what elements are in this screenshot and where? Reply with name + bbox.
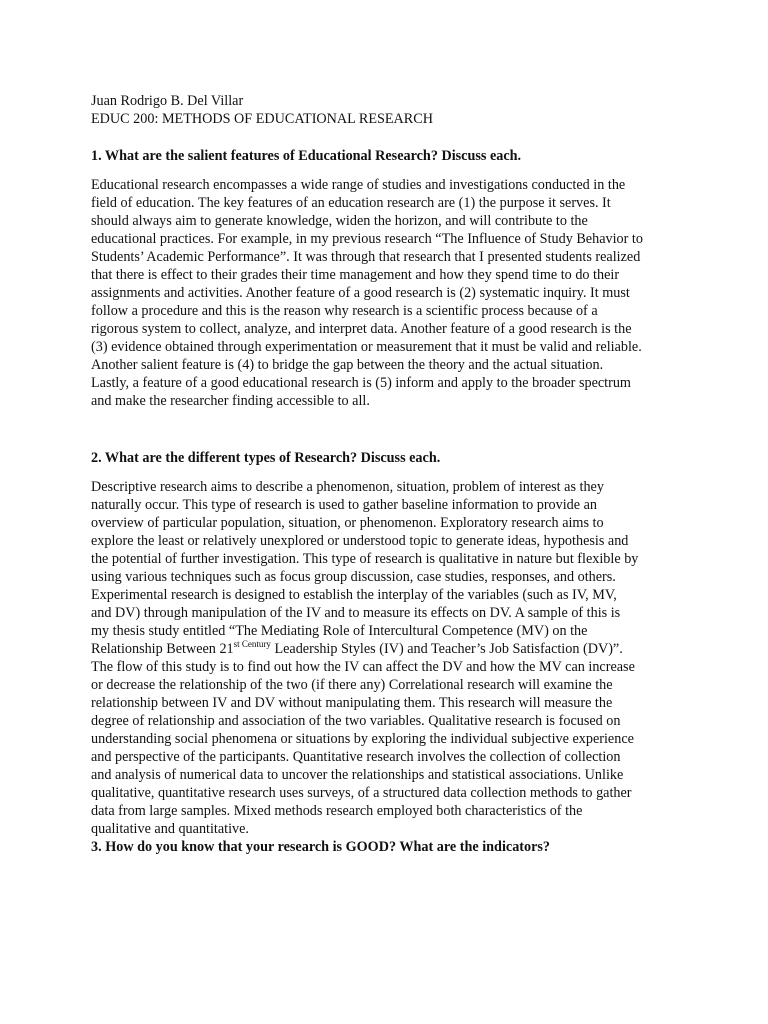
- paragraph-line: and DV) through manipulation of the IV and to measure its effects on DV. A sample of this is: [91, 605, 621, 621]
- paragraph-line: and perspective of the participants. Quantitative research involves the collection of collection: [91, 749, 621, 765]
- paragraph-line: qualitative and quantitative.: [91, 821, 249, 837]
- paragraph-line: Descriptive research aims to describe a phenomenon, situation, problem of interest as they: [91, 479, 604, 495]
- paragraph-line: assignments and activities. Another feature of a good research is (2) systematic inquiry. It must: [91, 285, 630, 301]
- document-page: [91, 90, 679, 856]
- paragraph-line: explore the least or relatively unexplored or understood topic to generate ideas, hypothesis and: [91, 533, 629, 549]
- paragraph-line: that there is effect to their grades their time management and how they spend time to do their: [91, 267, 620, 283]
- paragraph-line: relationship between IV and DV without manipulating them. This research will measure the: [91, 695, 613, 711]
- paragraph-line: follow a procedure and this is the reason why research is a scientific process because of a: [91, 303, 598, 319]
- paragraph-line: and analysis of numerical data to uncover the relationships and statistical associations. Unlike: [91, 767, 624, 783]
- paragraph-line: qualitative, quantitative research uses surveys, of a structured data collection methods to gather: [91, 785, 632, 801]
- answer-2-paragraph: [91, 478, 679, 838]
- paragraph-line: The flow of this study is to find out how the IV can affect the DV and how the MV can increase: [91, 659, 635, 675]
- document-header: [91, 92, 679, 128]
- paragraph-line: the potential of further investigation. This type of research is qualitative in nature but flexible by: [91, 551, 639, 567]
- paragraph-line: rigorous system to collect, analyze, and interpret data. Another feature of a good research is the: [91, 321, 632, 337]
- paragraph-line: naturally occur. This type of research is used to gather baseline information to provide an: [91, 497, 597, 513]
- line-text: Leadership Styles (IV) and Teacher’s Job Satisfaction (DV)”.: [270, 641, 623, 657]
- paragraph-line: degree of relationship and association of the two variables. Qualitative research is focused on: [91, 713, 621, 729]
- author-name: Juan Rodrigo B. Del Villar: [91, 93, 244, 109]
- paragraph-line: Another salient feature is (4) to bridge the gap between the theory and the actual situation.: [91, 357, 604, 373]
- question-1-heading: 1. What are the salient features of Educational Research? Discuss each.: [91, 148, 522, 164]
- paragraph-line: Educational research encompasses a wide range of studies and investigations conducted in the: [91, 177, 626, 193]
- paragraph-line: Lastly, a feature of a good educational research is (5) inform and apply to the broader spectrum: [91, 375, 631, 391]
- paragraph-line: Experimental research is designed to establish the interplay of the variables (such as IV, MV,: [91, 587, 617, 603]
- paragraph-line: or decrease the relationship of the two (if there any) Correlational research will examine the: [91, 677, 613, 693]
- paragraph-line: using various techniques such as focus group discussion, case studies, responses, and others.: [91, 569, 616, 585]
- paragraph-line: understanding social phenomena or situations by exploring the individual subjective experience: [91, 731, 634, 747]
- paragraph-line: should always aim to generate knowledge, widen the horizon, and will contribute to the: [91, 213, 588, 229]
- paragraph-line: overview of particular population, situation, or phenomenon. Exploratory research aims to: [91, 515, 604, 531]
- line-text: Relationship Between 21: [91, 641, 234, 657]
- paragraph-line: and make the researcher finding accessible to all.: [91, 393, 370, 409]
- paragraph-line: (3) evidence obtained through experimentation or measurement that it must be valid and reliable.: [91, 339, 642, 355]
- paragraph-line: Students’ Academic Performance”. It was through that research that I presented students realized: [91, 249, 641, 265]
- paragraph-line: my thesis study entitled “The Mediating Role of Intercultural Competence (MV) on the: [91, 623, 588, 639]
- question-3-heading: 3. How do you know that your research is GOOD? What are the indicators?: [91, 839, 551, 855]
- superscript-text: st Century: [233, 639, 271, 649]
- paragraph-line: field of education. The key features of an education research are (1) the purpose it serves. It: [91, 195, 611, 211]
- paragraph-line: educational practices. For example, in my previous research “The Influence of Study Behavior to: [91, 231, 643, 247]
- paragraph-line: data from large samples. Mixed methods research employed both characteristics of the: [91, 803, 583, 819]
- course-title: EDUC 200: METHODS OF EDUCATIONAL RESEARCH: [91, 111, 433, 127]
- answer-1-paragraph: [91, 176, 679, 410]
- question-2-heading: 2. What are the different types of Research? Discuss each.: [91, 450, 441, 466]
- paragraph-line: [91, 640, 679, 658]
